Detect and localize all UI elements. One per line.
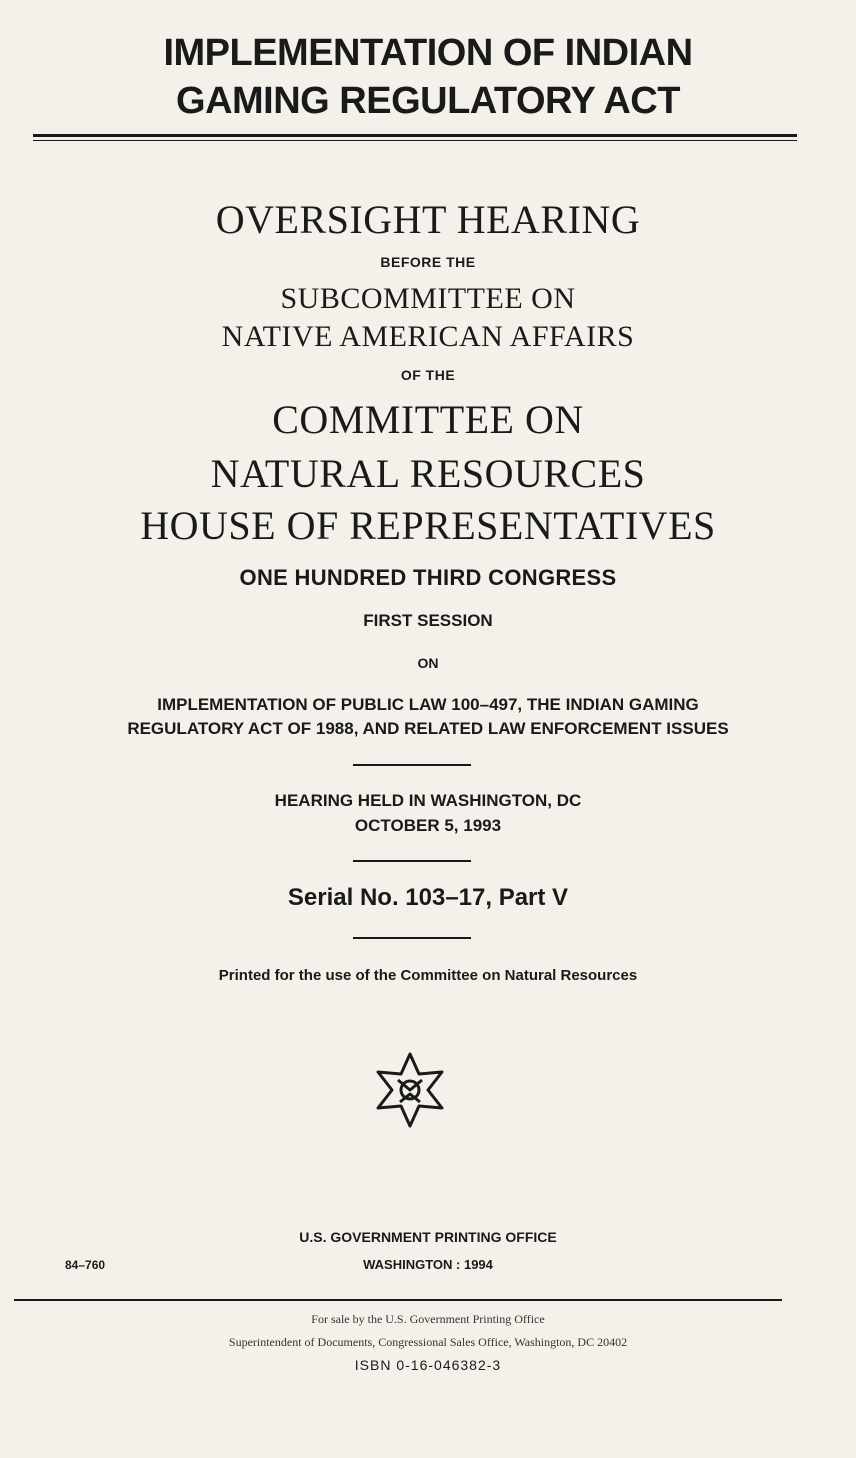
- committee-line1: COMMITTEE ON: [272, 397, 584, 442]
- place-year: WASHINGTON : 1994: [363, 1257, 493, 1272]
- gpo-emblem-icon: [370, 1050, 450, 1130]
- before-the-label: BEFORE THE: [380, 254, 476, 270]
- of-the-label: OF THE: [400, 367, 456, 383]
- on-label: ON: [417, 655, 439, 671]
- superintendent-line: Superintendent of Documents, Congressional Sales Office, Washington, DC 20402: [228, 1335, 628, 1349]
- title-rule-bottom: [33, 140, 797, 141]
- printed-for-line: Printed for the use of the Committee on Natural Resources: [218, 967, 638, 984]
- congress-line: ONE HUNDRED THIRD CONGRESS: [239, 565, 617, 590]
- divider-1: [353, 764, 471, 766]
- location-line: HEARING HELD IN WASHINGTON, DC: [274, 791, 582, 810]
- house-line: HOUSE OF REPRESENTATIVES: [140, 503, 716, 548]
- isbn-line: ISBN 0-16-046382-3: [354, 1357, 502, 1373]
- subject-line1: IMPLEMENTATION OF PUBLIC LAW 100–497, THE INDIAN GAMING: [157, 695, 699, 714]
- subcommittee-line1: SUBCOMMITTEE ON: [280, 282, 576, 315]
- subject-line2: REGULATORY ACT OF 1988, AND RELATED LAW ENFORCEMENT ISSUES: [127, 719, 729, 738]
- committee-line2: NATURAL RESOURCES: [210, 451, 646, 496]
- divider-3: [353, 937, 471, 939]
- date-line: OCTOBER 5, 1993: [354, 816, 502, 835]
- footer-rule: [14, 1299, 782, 1301]
- gpo-office: U.S. GOVERNMENT PRINTING OFFICE: [299, 1229, 557, 1245]
- sale-line: For sale by the U.S. Government Printing Office: [311, 1312, 545, 1326]
- document-code: 84–760: [65, 1258, 106, 1272]
- divider-2: [353, 860, 471, 862]
- session-line: FIRST SESSION: [363, 611, 493, 630]
- document-title-line2: GAMING REGULATORY ACT: [176, 80, 680, 122]
- serial-number: Serial No. 103–17, Part V: [287, 884, 569, 911]
- document-title-line1: IMPLEMENTATION OF INDIAN: [163, 32, 693, 74]
- hearing-heading: OVERSIGHT HEARING: [215, 197, 641, 242]
- title-rule-top: [33, 134, 797, 137]
- subcommittee-line2: NATIVE AMERICAN AFFAIRS: [221, 320, 635, 353]
